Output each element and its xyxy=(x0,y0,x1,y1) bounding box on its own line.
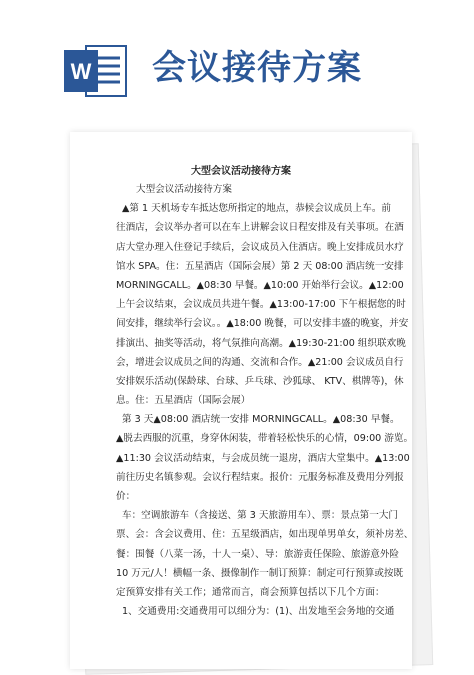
document-page xyxy=(70,132,412,669)
document-line: 间安排，继续举行会议。。▲18:00 晚餐，可以安排丰盛的晚宴，并安 xyxy=(116,318,409,330)
document-line: 前往历史名镇参观。会议行程结束。报价：元服务标准及费用分列报 xyxy=(116,471,404,483)
document-line: 大型会议活动接待方案 xyxy=(136,184,232,195)
document-line: 息。住：五星酒店（国际会展） xyxy=(116,395,251,407)
document-line: ▲第 1 天机场专车抵达您所指定的地点，恭候会议成员上车。前 xyxy=(122,203,392,215)
document-line: 1、交通费用:交通费用可以细分为：(1)、出发地至会务地的交通 xyxy=(122,606,395,618)
document-line: 餐：围餐（八菜一汤，十人一桌）、导：旅游责任保险、旅游意外险 xyxy=(116,548,400,560)
document-line: 馆水 SPA。住：五星酒店（国际会展）第 2 天 08:00 酒店统一安排 xyxy=(116,260,404,272)
document-line: 安排娱乐活动(保龄球、台球、乒乓球、沙狐球、 KTV、棋牌等)，休 xyxy=(116,375,404,387)
document-line: 10 万元/人！横幅一条、摄像制作一制订预算：制定可行预算或按既 xyxy=(116,567,404,579)
word-logo-letter: W xyxy=(70,59,92,84)
document-line: 定预算安排有关工作；通常而言，商会预算包括以下几个方面： xyxy=(116,586,385,598)
document-line: 排演出、抽奖等活动，将气氛推向高潮。▲19:30-21:00 组织联欢晚 xyxy=(116,337,406,349)
document-line: 上午会议结束，会议成员共进午餐。▲13:00-17:00 下午根据您的时 xyxy=(116,299,406,311)
word-icon xyxy=(62,40,128,102)
document-line: ▲11:30 会议活动结束，与会成员统一退房，酒店大堂集中。▲13:00 xyxy=(116,452,410,464)
document-line: 车：空调旅游车（含接送、第 3 天旅游用车）、票：景点第一大门 xyxy=(122,510,399,522)
document-line: 第 3 天▲08:00 酒店统一安排 MORNINGCALL。▲08:30 早餐。 xyxy=(122,414,400,426)
document-line: 店大堂办理入住登记手续后，会议成员入住酒店。晚上安排成员水疗 xyxy=(116,241,404,253)
document-line: 会，增进会议成员之间的沟通、交流和合作。▲21:00 会议成员自行 xyxy=(116,356,404,368)
document-body xyxy=(116,180,414,621)
document-title: 大型会议活动接待方案 xyxy=(191,166,291,177)
document-line: ▲脱去西服的沉重，身穿休闲装，带着轻松快乐的心情，09:00 游览。 xyxy=(116,433,414,445)
document-line: 票、会：含会议费用、住：五星级酒店，如出现单男单女，须补房差、 xyxy=(116,529,414,541)
document-line: 价： xyxy=(116,491,136,502)
document-line: MORNINGCALL。▲08:30 早餐。▲10:00 开始举行会议。▲12:00 xyxy=(116,279,404,291)
document-line: 往酒店，会议举办者可以在车上讲解会议日程安排及有关事项。在酒 xyxy=(116,222,404,234)
page-title: 会议接待方案 xyxy=(152,48,362,88)
